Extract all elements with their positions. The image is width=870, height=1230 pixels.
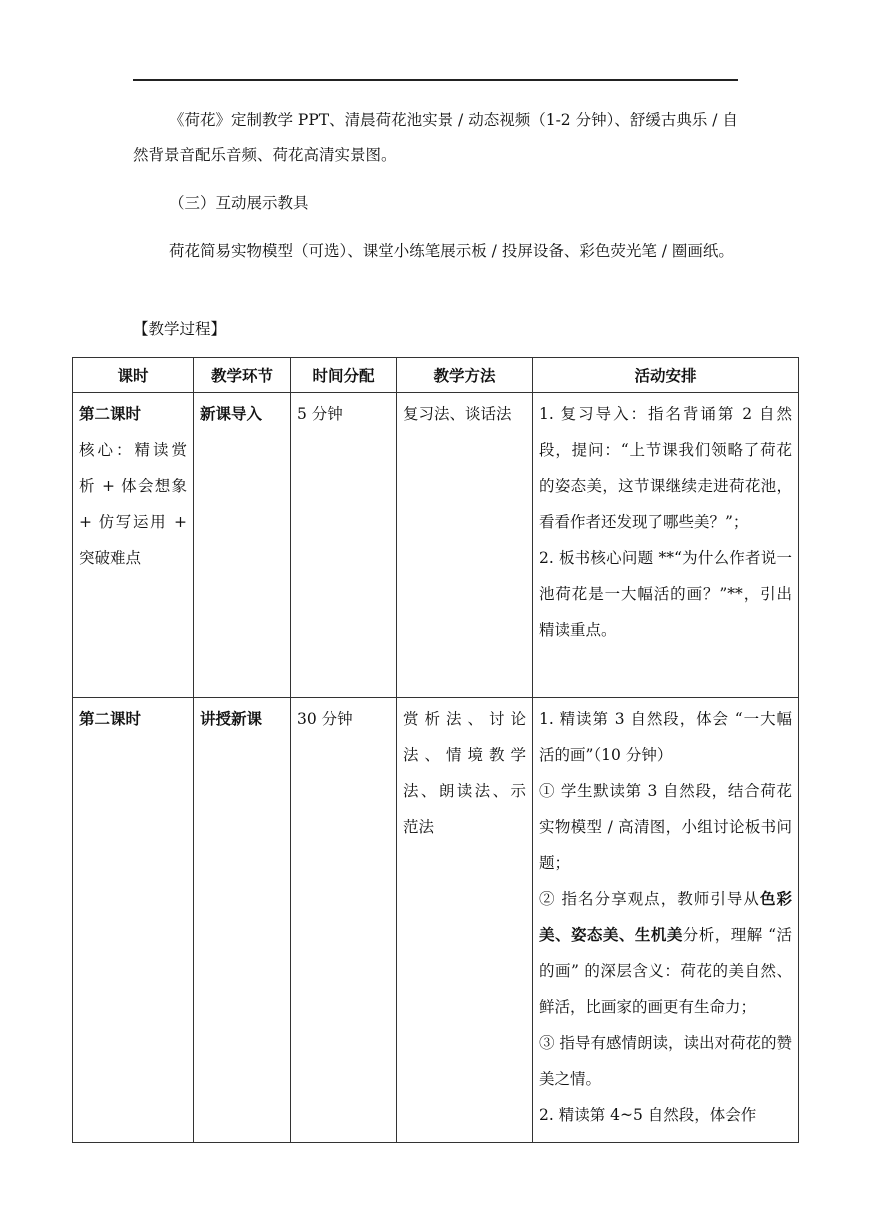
header-method: 教学方法 (397, 358, 533, 393)
table-row (73, 393, 799, 698)
section-heading-interactive-aids: （三）互动展示教具 (169, 194, 309, 212)
method-cell: 复习法、谈话法 (397, 393, 533, 698)
activity-text: ② 指名分享观点，教师引导从 (539, 890, 760, 908)
table-row (73, 698, 799, 1143)
header-rule (133, 79, 738, 81)
period-cell: 第二课时 (73, 698, 194, 1143)
header-stage: 教学环节 (194, 358, 291, 393)
activity-cell (533, 698, 799, 1143)
table-header-row (73, 358, 799, 393)
period-description: 核心：精读赏析 + 体会想象 + 仿写运用 + 突破难点 (79, 441, 187, 567)
interactive-aids-paragraph: 荷花简易实物模型（可选）、课堂小练笔展示板 / 投屏设备、彩色荧光笔 / 圈画纸。 (169, 242, 734, 260)
activity-cell (533, 393, 799, 698)
activity-item: 2. 精读第 4~5 自然段，体会作 (539, 1106, 757, 1124)
activity-item: ① 学生默读第 3 自然段，结合荷花实物模型 / 高清图，小组讨论板书问题； (539, 782, 792, 872)
activity-text: 分析，理解 “活的画” 的深层含义：荷花的美自然、鲜活，比画家的画更有生命力； (539, 926, 792, 1016)
header-activity: 活动安排 (533, 358, 799, 393)
lesson-plan-table (72, 357, 799, 1143)
method-cell: 赏析法、讨论法、情境教学法、朗读法、示范法 (397, 698, 533, 1143)
header-period: 课时 (73, 358, 194, 393)
teaching-process-heading: 【教学过程】 (133, 320, 227, 338)
time-cell: 30 分钟 (291, 698, 397, 1143)
header-time: 时间分配 (291, 358, 397, 393)
time-cell: 5 分钟 (291, 393, 397, 698)
period-title: 第二课时 (79, 404, 142, 423)
period-cell (73, 393, 194, 698)
stage-cell: 讲授新课 (194, 698, 291, 1143)
materials-paragraph: 《荷花》定制教学 PPT、清晨荷花池实景 / 动态视频（1-2 分钟）、舒缓古典乐 / 自然背景音配乐音频、荷花高清实景图。 (133, 111, 738, 164)
activity-item: ③ 指导有感情朗读，读出对荷花的赞美之情。 (539, 1034, 792, 1088)
activity-emphasis: 色彩美、姿态美、生机美 (539, 889, 792, 944)
activity-item: 1. 复习导入：指名背诵第 2 自然段，提问：“上节课我们领略了荷花的姿态美，这节课继续走进荷花池，看看作者还发现了哪些美？”； (539, 405, 792, 531)
activity-item: 1. 精读第 3 自然段，体会 “一大幅活的画”（10 分钟） (539, 710, 792, 764)
activity-item: 2. 板书核心问题 **“为什么作者说一池荷花是一大幅活的画？”**，引出精读重点。 (539, 549, 792, 639)
activity-item (539, 881, 792, 1025)
stage-cell: 新课导入 (194, 393, 291, 698)
